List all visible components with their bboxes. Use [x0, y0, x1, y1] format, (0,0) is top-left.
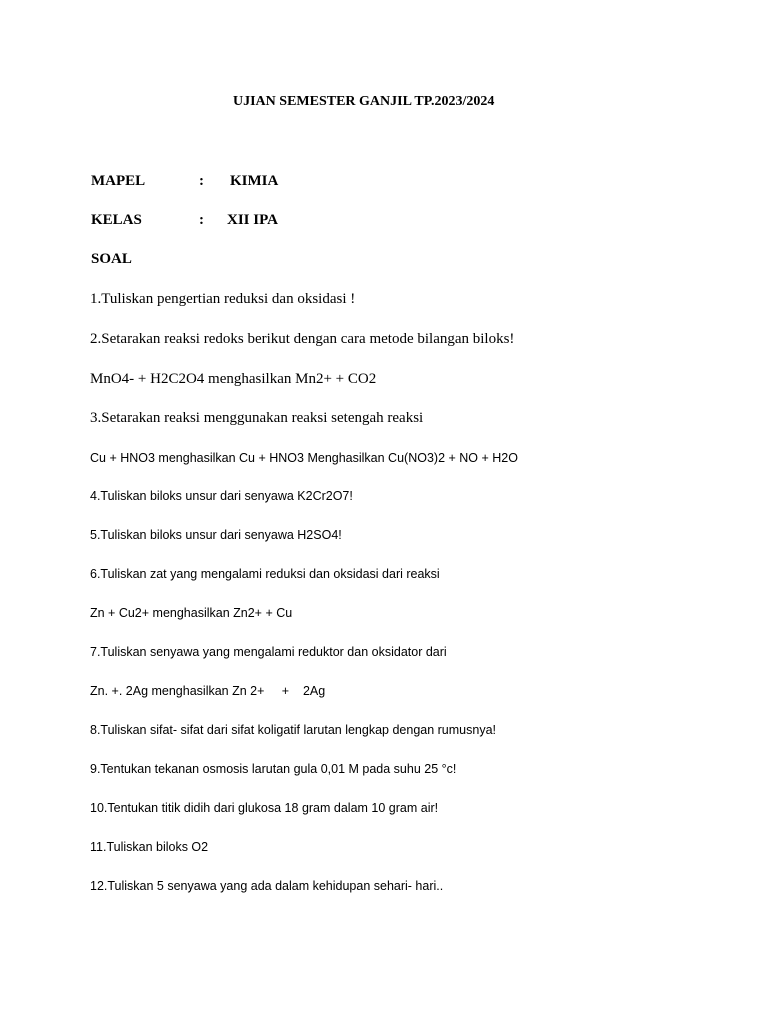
question-10: 10.Tentukan titik didih dari glukosa 18 gram dalam 10 gram air!: [90, 801, 439, 815]
reaction-7: Zn. +. 2Ag menghasilkan Zn 2+ + 2Ag: [90, 684, 326, 698]
question-2: 2.Setarakan reaksi redoks berikut dengan cara metode bilangan biloks!: [90, 331, 515, 347]
question-4: 4.Tuliskan biloks unsur dari senyawa K2Cr2O7!: [90, 489, 353, 503]
question-8: 8.Tuliskan sifat- sifat dari sifat koligatif larutan lengkap dengan rumusnya!: [90, 723, 496, 737]
question-9: 9.Tentukan tekanan osmosis larutan gula 0,01 M pada suhu 25 °c!: [90, 762, 457, 776]
reaction-6: Zn + Cu2+ menghasilkan Zn2+ + Cu: [90, 606, 293, 620]
question-11: 11.Tuliskan biloks O2: [90, 840, 209, 854]
kelas-colon: :: [199, 212, 204, 228]
soal-heading: SOAL: [91, 251, 132, 267]
question-7: 7.Tuliskan senyawa yang mengalami reduktor dan oksidator dari: [90, 645, 447, 659]
exam-title: UJIAN SEMESTER GANJIL TP.2023/2024: [233, 94, 495, 109]
question-5: 5.Tuliskan biloks unsur dari senyawa H2SO4!: [90, 528, 342, 542]
reaction-2: MnO4- + H2C2O4 menghasilkan Mn2+ + CO2: [90, 371, 377, 387]
mapel-label: MAPEL: [91, 173, 146, 189]
kelas-value: XII IPA: [227, 212, 278, 228]
mapel-colon: :: [199, 173, 204, 189]
question-3: 3.Setarakan reaksi menggunakan reaksi setengah reaksi: [90, 410, 424, 426]
question-1: 1.Tuliskan pengertian reduksi dan oksidasi !: [90, 291, 356, 307]
mapel-value: KIMIA: [230, 173, 279, 189]
question-12: 12.Tuliskan 5 senyawa yang ada dalam kehidupan sehari- hari..: [90, 879, 444, 893]
question-6: 6.Tuliskan zat yang mengalami reduksi dan oksidasi dari reaksi: [90, 567, 440, 581]
kelas-label: KELAS: [91, 212, 142, 228]
reaction-3: Cu + HNO3 menghasilkan Cu + HNO3 Menghasilkan Cu(NO3)2 + NO + H2O: [90, 451, 518, 465]
